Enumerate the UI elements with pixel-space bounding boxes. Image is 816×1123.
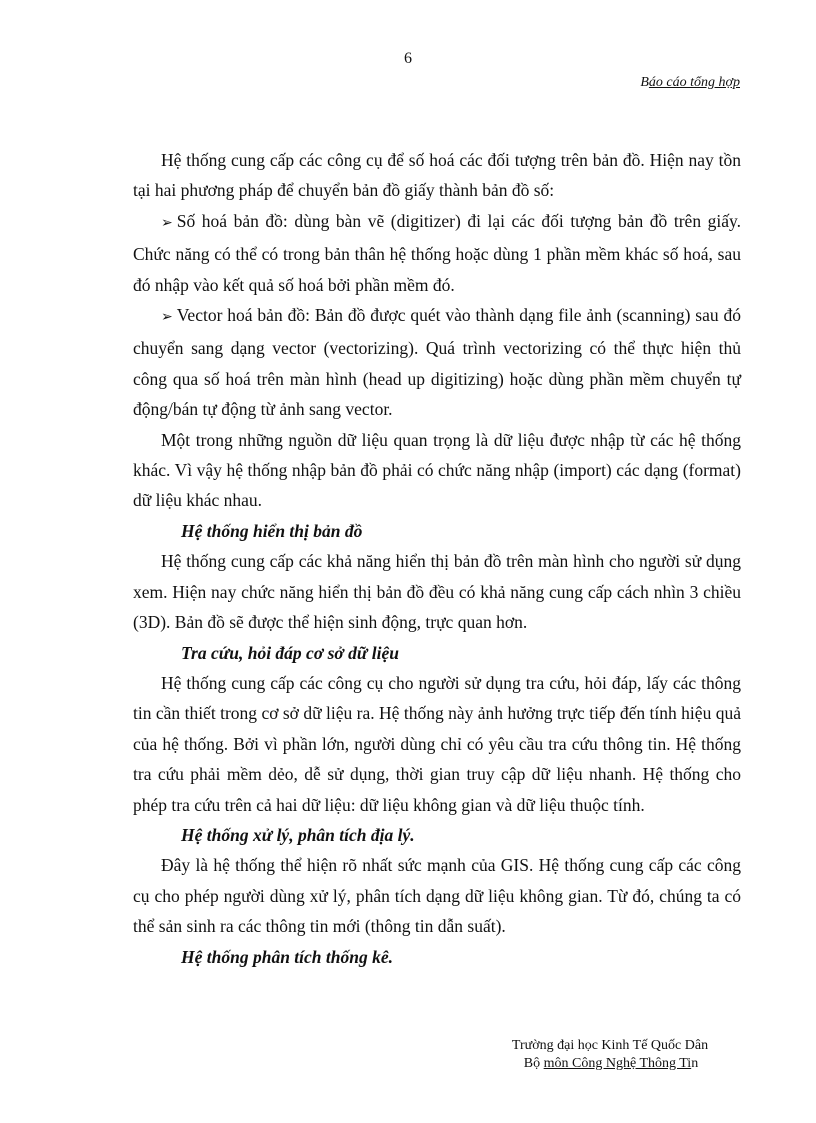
page-number: 6: [404, 50, 412, 67]
heading-database-query: Tra cứu, hỏi đáp cơ sở dữ liệu: [181, 642, 399, 663]
heading-geo-analysis: Hệ thống xử lý, phân tích địa lý.: [181, 824, 415, 845]
bullet-item-vectorizing: [133, 300, 741, 425]
footer-university: Trường đại học Kinh Tế Quốc Dân: [511, 1038, 709, 1053]
footer-department-a: Bộ: [523, 1056, 544, 1071]
paragraph-intro: Hệ thống cung cấp các công cụ để số hoá các đối tượng trên bản đồ. Hiện nay tồn tại hai phương pháp để chuyển bản đồ giấy thành bản đồ số:: [133, 150, 741, 201]
paragraph-import: Một trong những nguồn dữ liệu quan trọng là dữ liệu được nhập từ các hệ thống khác. Vì vậy hệ thống nhập bản đồ phải có chức năng nhập (import) các dạng (format) dữ liệu khác nhau.: [133, 429, 741, 511]
running-header-rest: áo cáo tổng hợp: [648, 75, 740, 90]
running-header-first-letter: B: [640, 75, 649, 90]
footer-department: [490, 1055, 730, 1073]
footer-department-c: n: [691, 1056, 699, 1071]
footer-department-b: môn Công Nghệ Thông Ti: [543, 1056, 692, 1071]
footer: [490, 1037, 730, 1073]
running-header: [640, 75, 740, 91]
heading-map-display: Hệ thống hiển thị bản đồ: [181, 520, 363, 541]
bullet-item-digitizing: [133, 206, 741, 300]
paragraph-geo-analysis: Đây là hệ thống thể hiện rõ nhất sức mạnh của GIS. Hệ thống cung cấp các công cụ cho phép người dùng xử lý, phân tích dạng dữ liệu không gian. Từ đó, chúng ta có thể sản sinh ra các thông tin mới (thông tin dẫn suất).: [133, 855, 741, 937]
paragraph-map-display: Hệ thống cung cấp các khả năng hiển thị bản đồ trên màn hình cho người sử dụng xem. Hiện nay chức năng hiển thị bản đồ đều có khả năng cung cấp cách nhìn 3 chiều (3D). Bản đồ sẽ được thể hiện sinh động, trực quan hơn.: [133, 551, 741, 633]
document-body: [133, 145, 741, 972]
heading-statistics: Hệ thống phân tích thống kê.: [181, 946, 393, 967]
arrow-bullet-icon: ➢: [161, 215, 173, 231]
bullet-text: Vector hoá bản đồ: Bản đồ được quét vào thành dạng file ảnh (scanning) sau đó chuyển sang dạng vector (vectorizing). Quá trình vectorizing có thể thực hiện thủ công qua số hoá trên màn hình (head up digitizing) hoặc dùng phần mềm chuyển tự động/bán tự động từ ảnh sang vector.: [133, 305, 741, 420]
bullet-text: Số hoá bản đồ: dùng bàn vẽ (digitizer) đi lại các đối tượng bản đồ trên giấy. Chức năng có thể có trong bản thân hệ thống hoặc dùng 1 phần mềm khác số hoá, sau đó nhập vào kết quả số hoá bởi phần mềm đó.: [133, 210, 741, 295]
arrow-bullet-icon: ➢: [161, 310, 173, 326]
paragraph-database-query: Hệ thống cung cấp các công cụ cho người sử dụng tra cứu, hỏi đáp, lấy các thông tin cần thiết trong cơ sở dữ liệu ra. Hệ thống này ảnh hưởng trực tiếp đến tính hiệu quả của hệ thống. Bởi vì phần lớn, người dùng chỉ có yêu cầu tra cứu thông tin. Hệ thống tra cứu phải mềm dẻo, dễ sử dụng, thời gian truy cập dữ liệu nhanh. Hệ thống cho phép tra cứu trên cả hai dữ liệu: dữ liệu không gian và dữ liệu thuộc tính.: [133, 672, 741, 815]
